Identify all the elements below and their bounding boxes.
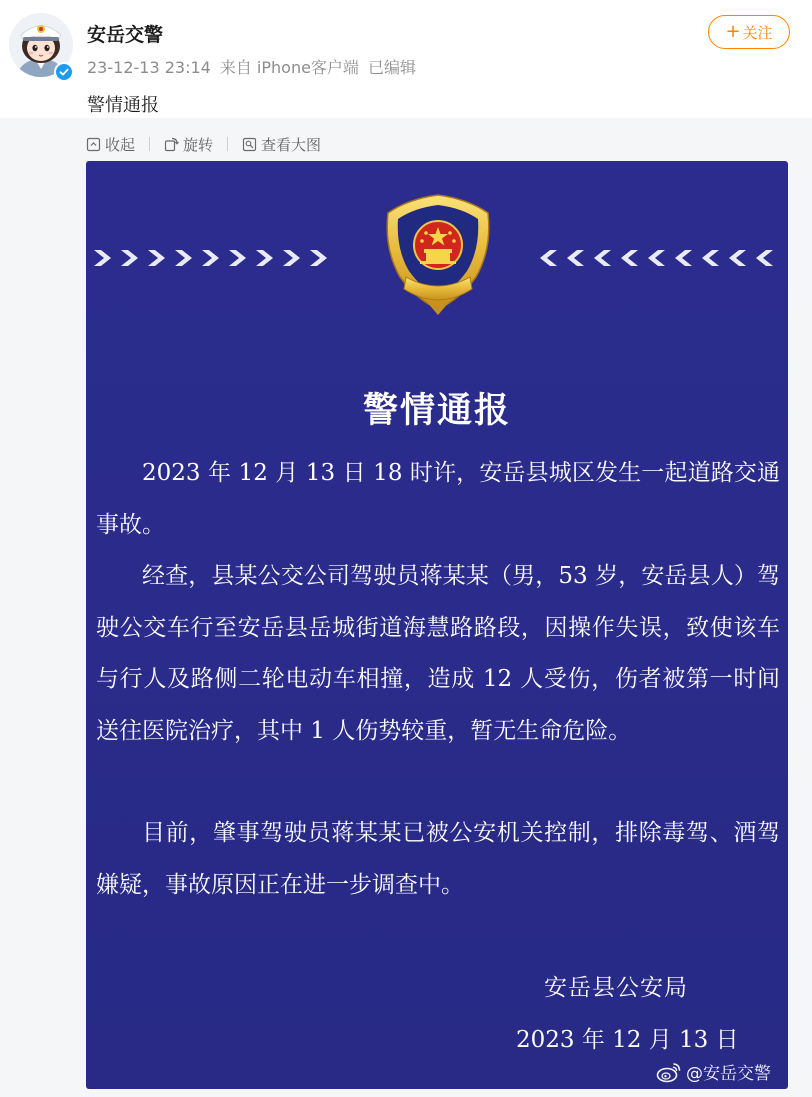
view-large-button[interactable] [242,134,321,155]
signature-org: 安岳县公安局 [544,975,688,1001]
view-large-label: 查看大图 [261,135,322,154]
rotate-label: 旋转 [183,135,214,154]
post-source: 来自 iPhone客户端 [219,58,359,77]
collapse-icon [86,137,101,152]
rotate-button[interactable] [164,134,213,155]
notice-paragraph: 目前，肇事驾驶员蒋某某已被公安机关控制，排除毒驾、酒驾嫌疑，事故原因正在进一步调查中。 [96,820,780,898]
police-emblem-icon [368,191,508,321]
view-large-icon [242,137,257,152]
notice-title: 警情通报 [362,390,511,431]
collapse-button[interactable] [86,134,135,155]
collapse-label: 收起 [105,135,136,154]
toolbar-divider [149,137,150,151]
post-text: 警情通报 [87,95,159,116]
rotate-icon [164,137,179,152]
post-meta [87,55,425,78]
notice-image[interactable] [86,161,788,1089]
signature-date: 2023 年 12 月 13 日 [516,1027,739,1053]
follow-label: 关注 [742,23,773,42]
username[interactable]: 安岳交警 [87,24,164,46]
chevrons-left-decoration [94,247,334,269]
notice-paragraph: 2023 年 12 月 13 日 18 时许，安岳县城区发生一起道路交通事故。 [96,460,780,538]
notice-paragraph: 经查，县某公交公司驾驶员蒋某某（男，53 岁，安岳县人）驾驶公交车行至安岳县岳城街道海慧路路段，因操作失误，致使该车与行人及路侧二轮电动车相撞，造成 12 人受伤，伤者被第一时间送往医院治疗，其中 1 人伤势较重，暂无生命危险。 [96,563,780,744]
follow-button[interactable] [708,15,790,49]
weibo-logo-icon [656,1061,682,1083]
toolbar-divider [227,137,228,151]
chevrons-right-decoration [540,247,780,269]
plus-icon: + [725,21,741,42]
edited-label[interactable]: 已编辑 [367,58,416,77]
watermark [656,1059,771,1084]
post-timestamp[interactable]: 23-12-13 23:14 [87,58,211,77]
verified-badge-icon [54,62,74,82]
watermark-text: @安岳交警 [686,1064,771,1084]
image-toolbar [86,133,321,155]
